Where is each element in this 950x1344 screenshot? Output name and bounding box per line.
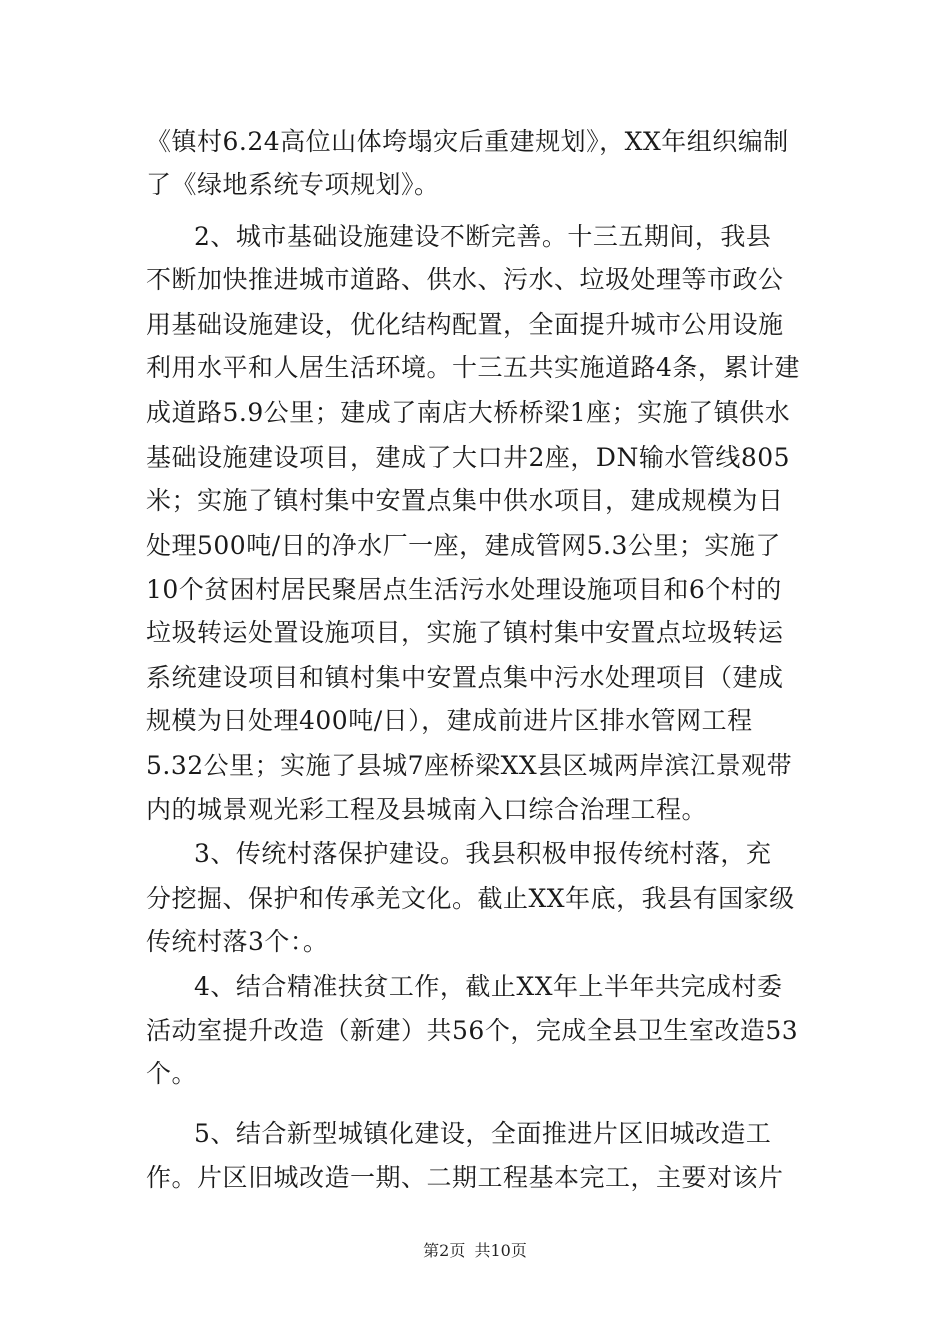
text-line: 处理500吨/日的净水厂一座，建成管网5.3公里；实施了 (146, 531, 781, 560)
text-line: 不断加快推进城市道路、供水、污水、垃圾处理等市政公 (146, 265, 784, 294)
page-number: 第2页 (423, 1241, 466, 1260)
text-line: 3、传统村落保护建设。我县积极申报传统村落，充 (194, 839, 772, 868)
text-line: 2、城市基础设施建设不断完善。十三五期间，我县 (194, 222, 772, 251)
text-line: 米；实施了镇村集中安置点集中供水项目，建成规模为日 (146, 486, 784, 515)
page-total: 共10页 (474, 1241, 527, 1260)
page-footer (0, 1240, 950, 1262)
text-line: 4、结合精准扶贫工作，截止XX年上半年共完成村委 (194, 972, 783, 1001)
text-line: 5.32公里；实施了县城7座桥梁XX县区城两岸滨江景观带 (146, 751, 793, 780)
text-line: 规模为日处理400吨/日），建成前进片区排水管网工程 (146, 706, 753, 735)
text-line: 个。 (146, 1059, 198, 1088)
text-line: 活动室提升改造（新建）共56个，完成全县卫生室改造53 (146, 1016, 799, 1045)
text-line: 5、结合新型城镇化建设，全面推进片区旧城改造工 (194, 1119, 772, 1148)
text-line: 成道路5.9公里；建成了南店大桥桥梁1座；实施了镇供水 (146, 398, 791, 427)
text-line: 用基础设施建设，优化结构配置，全面提升城市公用设施 (146, 310, 784, 339)
text-line: 利用水平和人居生活环境。十三五共实施道路4条，累计建 (146, 353, 800, 382)
text-line: 基础设施建设项目，建成了大口井2座，DN输水管线805 (146, 443, 791, 472)
text-line: 作。片区旧城改造一期、二期工程基本完工，主要对该片 (146, 1163, 784, 1192)
text-line: 传统村落3个：。 (146, 927, 329, 956)
text-line: 垃圾转运处置设施项目，实施了镇村集中安置点垃圾转运 (146, 618, 784, 647)
text-line: 了《绿地系统专项规划》。 (146, 170, 440, 199)
text-line: 系统建设项目和镇村集中安置点集中污水处理项目（建成 (146, 663, 784, 692)
text-line: 分挖掘、保护和传承羌文化。截止XX年底，我县有国家级 (146, 884, 795, 913)
text-line: 内的城景观光彩工程及县城南入口综合治理工程。 (146, 795, 708, 824)
text-line: 《镇村6.24高位山体垮塌灾后重建规划》，XX年组织编制 (146, 127, 789, 156)
text-line: 10个贫困村居民聚居点生活污水处理设施项目和6个村的 (146, 575, 782, 604)
